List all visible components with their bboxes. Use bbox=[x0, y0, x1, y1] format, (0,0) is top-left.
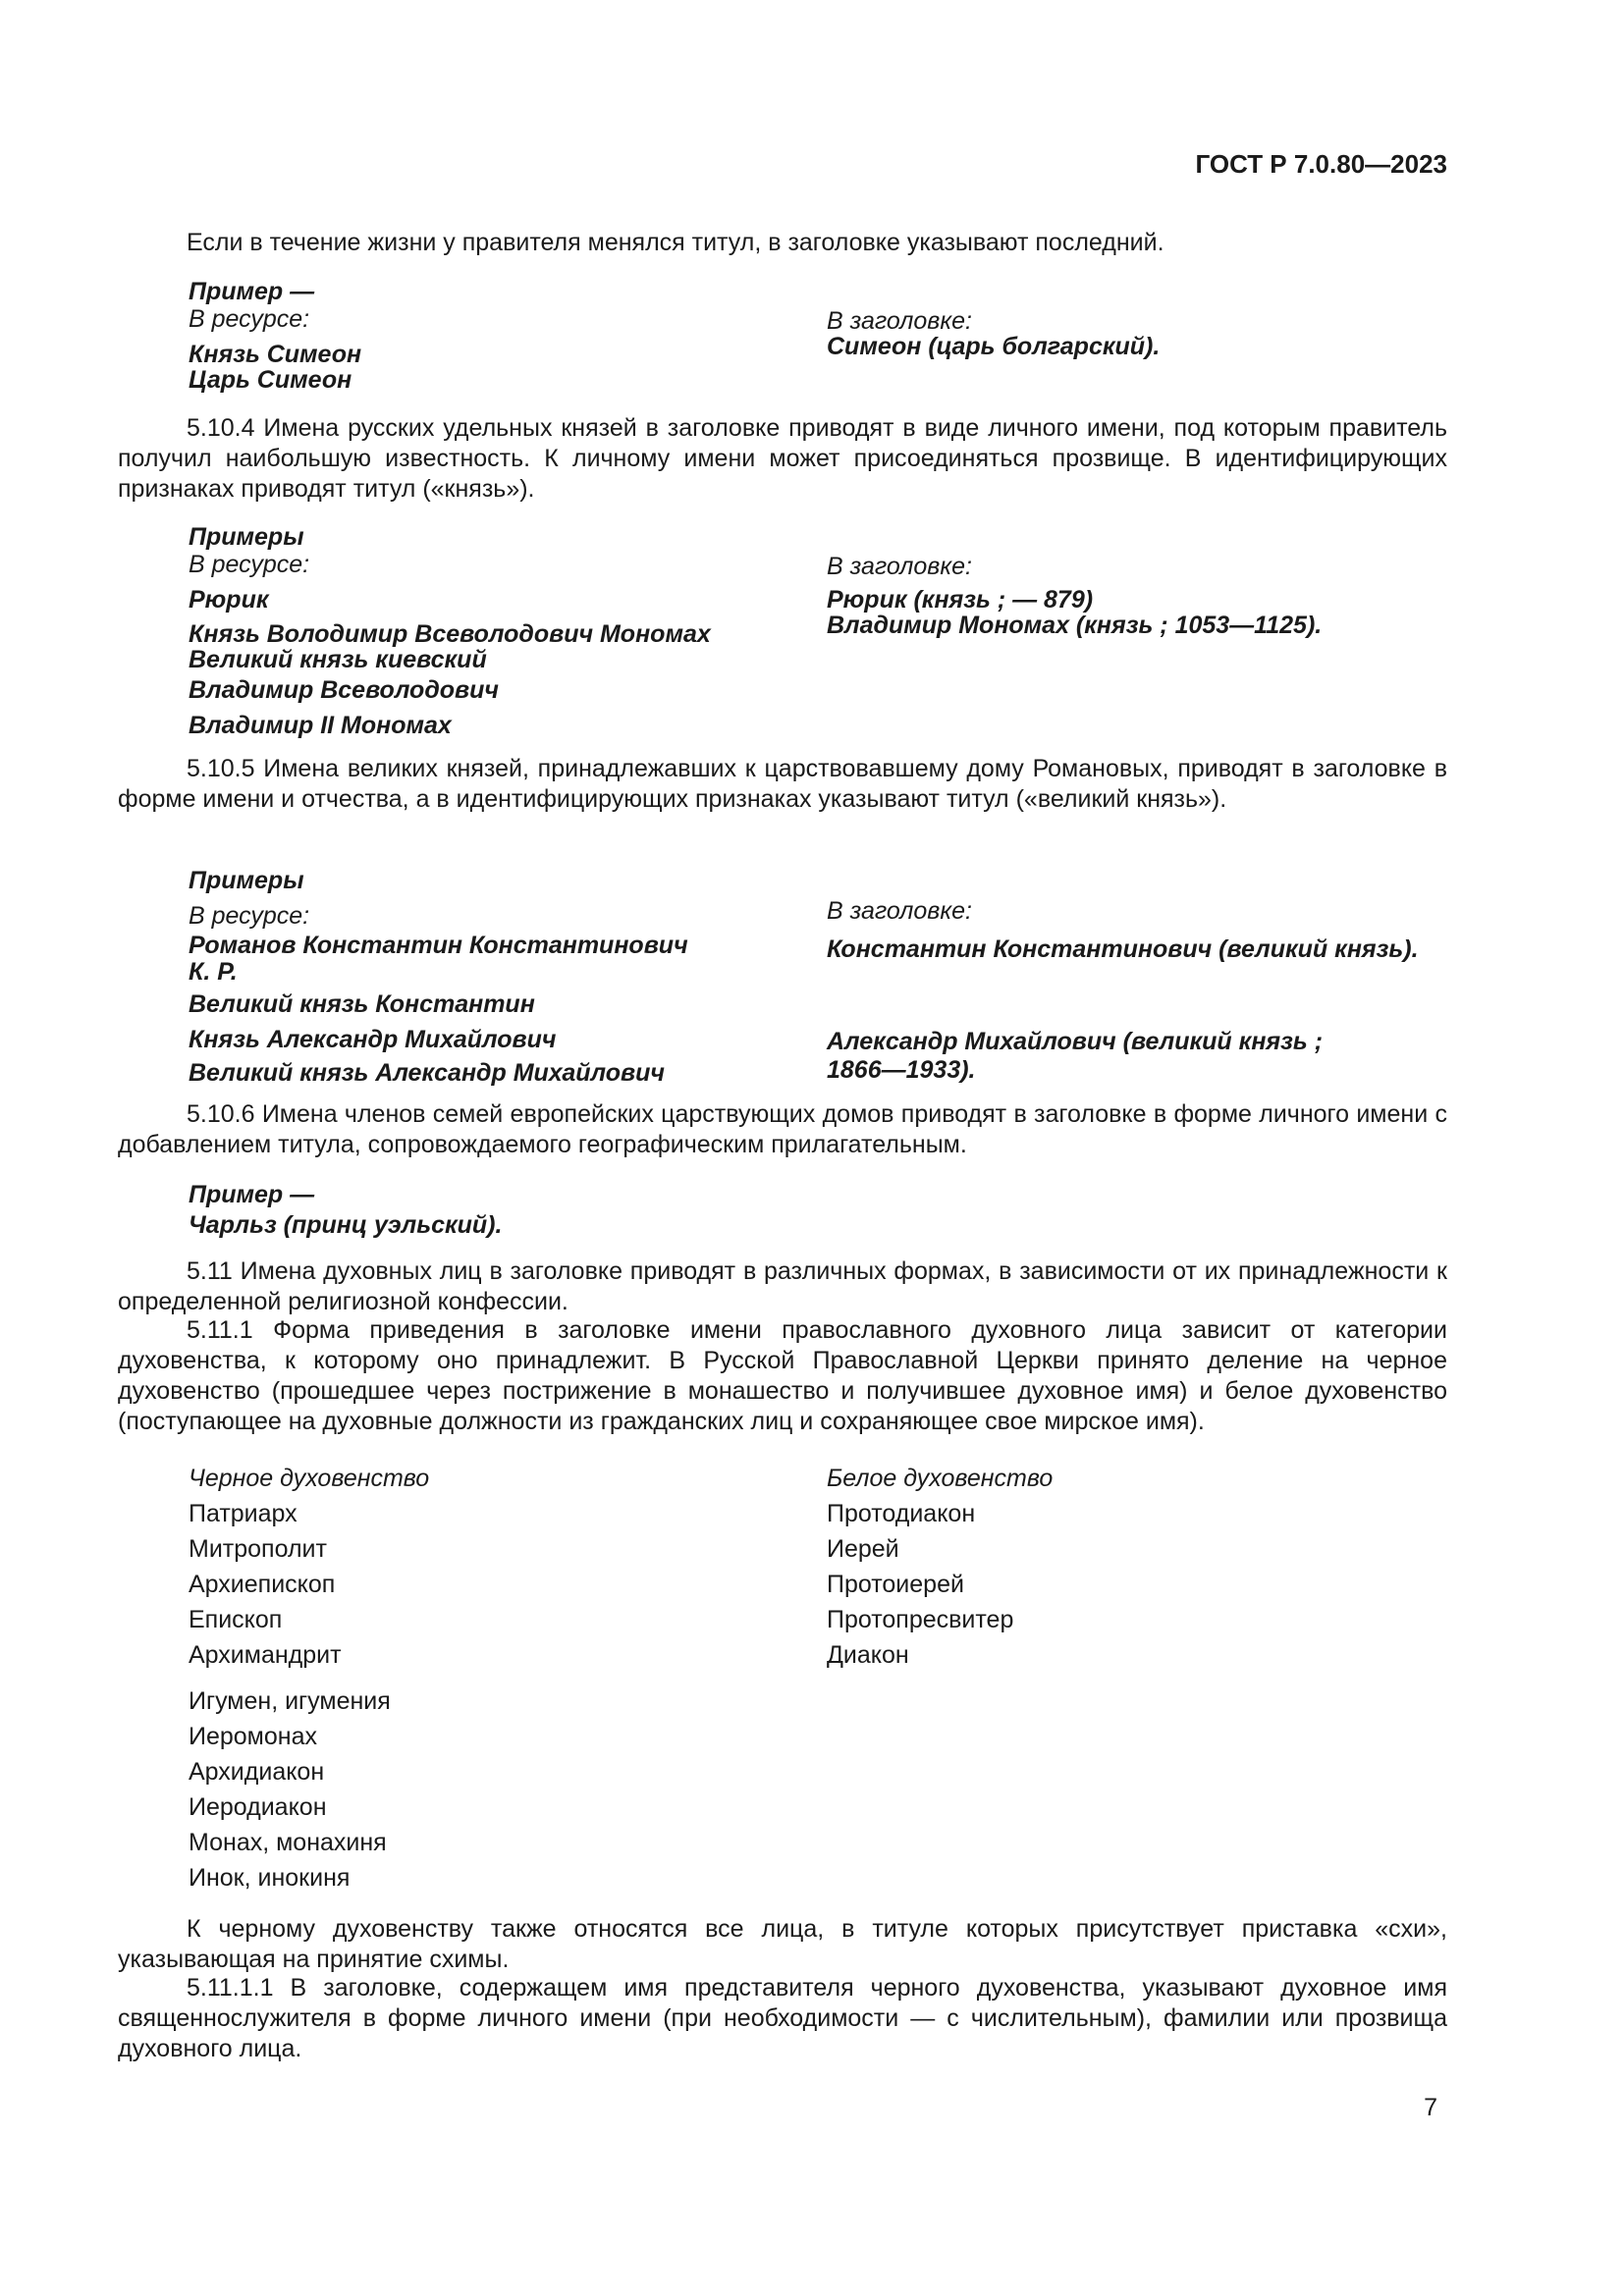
paragraph-schema: К черному духовенству также относятся все лица, в титуле которых присутствует приставка «схи», указывающая на принятие схимы. bbox=[118, 1915, 1447, 1973]
example-right-item: 1866—1933). bbox=[827, 1056, 976, 1084]
black-clergy-item: Игумен, игумения bbox=[189, 1687, 391, 1715]
black-clergy-item: Иеродиакон bbox=[189, 1793, 327, 1821]
examples-label: Примеры bbox=[189, 867, 304, 894]
page-number: 7 bbox=[1424, 2094, 1437, 2121]
example-left-item: Рюрик bbox=[189, 586, 269, 614]
example-right-item: Симеон (царь болгарский). bbox=[827, 333, 1161, 360]
example-right-item: Константин Константинович (великий князь). bbox=[827, 935, 1419, 963]
white-clergy-title: Белое духовенство bbox=[827, 1465, 1054, 1492]
paragraph-5-10-4: 5.10.4 Имена русских удельных князей в заголовке приводят в виде личного имени, под которым правитель получил наибольшую известность. К личному имени может присоединяться прозвище. В идентифицирующих признаках приводят титул («князь»). bbox=[118, 414, 1447, 503]
paragraph-5-11-1-1: 5.11.1.1 В заголовке, содержащем имя представителя черного духовенства, указывают духовное имя священнослужителя в форме личного имени (при необходимости — с числительным), фамилии или прозвища духовного лица. bbox=[118, 1974, 1447, 2062]
example-value: Чарльз (принц уэльский). bbox=[189, 1211, 503, 1239]
black-clergy-title: Черное духовенство bbox=[189, 1465, 430, 1492]
example-left-item: Князь Володимир Всеволодович Мономах bbox=[189, 620, 711, 648]
example-left-item: Великий князь Константин bbox=[189, 990, 535, 1018]
black-clergy-item: Монах, монахиня bbox=[189, 1829, 387, 1856]
black-clergy-item: Инок, инокиня bbox=[189, 1864, 351, 1892]
example-left-item: Великий князь киевский bbox=[189, 646, 487, 673]
example-right-label: В заголовке: bbox=[827, 553, 972, 580]
example-left-label: В ресурсе: bbox=[189, 305, 310, 333]
white-clergy-item: Протопресвитер bbox=[827, 1606, 1014, 1633]
example-left-item: Владимир Всеволодович bbox=[189, 676, 499, 704]
example-left-item: Великий князь Александр Михайлович bbox=[189, 1059, 665, 1087]
paragraph-5-11-1: 5.11.1 Форма приведения в заголовке имени православного духовного лица зависит от категории духовенства, к которому оно принадлежит. В Русской Православной Церкви принято деление на черное духовенство (прошедшее через пострижение в монашество и получившее духовное имя) и белое духовенство (поступающее на духовные должности из гражданских лиц и сохраняющее свое мирское имя). bbox=[118, 1316, 1447, 1435]
example-label: Пример — bbox=[189, 1181, 315, 1208]
black-clergy-item: Иеромонах bbox=[189, 1723, 317, 1750]
white-clergy-item: Протоиерей bbox=[827, 1571, 964, 1598]
black-clergy-item: Архидиакон bbox=[189, 1758, 325, 1786]
paragraph-5-10-5: 5.10.5 Имена великих князей, принадлежавших к царствовавшему дому Романовых, приводят в заголовке в форме имени и отчества, а в идентифицирующих признаках указывают титул («великий князь»). bbox=[118, 755, 1447, 813]
paragraph-5-11: 5.11 Имена духовных лиц в заголовке приводят в различных формах, в зависимости от их принадлежности к определенной религиозной конфессии. bbox=[118, 1257, 1447, 1315]
example-label: Пример — bbox=[189, 278, 315, 305]
black-clergy-item: Митрополит bbox=[189, 1535, 327, 1563]
white-clergy-item: Протодиакон bbox=[827, 1500, 976, 1527]
example-left-item: Князь Александр Михайлович bbox=[189, 1026, 557, 1053]
example-right-item: Рюрик (князь ; — 879) bbox=[827, 586, 1094, 614]
example-right-label: В заголовке: bbox=[827, 897, 972, 925]
example-right-label: В заголовке: bbox=[827, 307, 972, 335]
black-clergy-item: Архимандрит bbox=[189, 1641, 342, 1669]
examples-label: Примеры bbox=[189, 523, 304, 551]
example-left-item: Царь Симеон bbox=[189, 366, 352, 394]
example-left-item: К. Р. bbox=[189, 958, 238, 986]
example-right-item: Александр Михайлович (великий князь ; bbox=[827, 1028, 1324, 1055]
black-clergy-item: Патриарх bbox=[189, 1500, 298, 1527]
example-left-label: В ресурсе: bbox=[189, 902, 310, 930]
example-left-item: Владимир II Мономах bbox=[189, 712, 452, 739]
example-left-item: Князь Симеон bbox=[189, 341, 362, 368]
example-left-label: В ресурсе: bbox=[189, 551, 310, 578]
example-right-item: Владимир Мономах (князь ; 1053—1125). bbox=[827, 612, 1323, 639]
black-clergy-item: Епископ bbox=[189, 1606, 283, 1633]
document-header-code: ГОСТ Р 7.0.80—2023 bbox=[1195, 149, 1447, 179]
black-clergy-item: Архиепископ bbox=[189, 1571, 336, 1598]
white-clergy-item: Диакон bbox=[827, 1641, 909, 1669]
white-clergy-item: Иерей bbox=[827, 1535, 899, 1563]
example-left-item: Романов Константин Константинович bbox=[189, 932, 688, 959]
paragraph-title-change: Если в течение жизни у правителя менялся титул, в заголовке указывают последний. bbox=[187, 229, 1164, 256]
paragraph-5-10-6: 5.10.6 Имена членов семей европейских царствующих домов приводят в заголовке в форме личного имени с добавлением титула, сопровождаемого географическим прилагательным. bbox=[118, 1100, 1447, 1158]
